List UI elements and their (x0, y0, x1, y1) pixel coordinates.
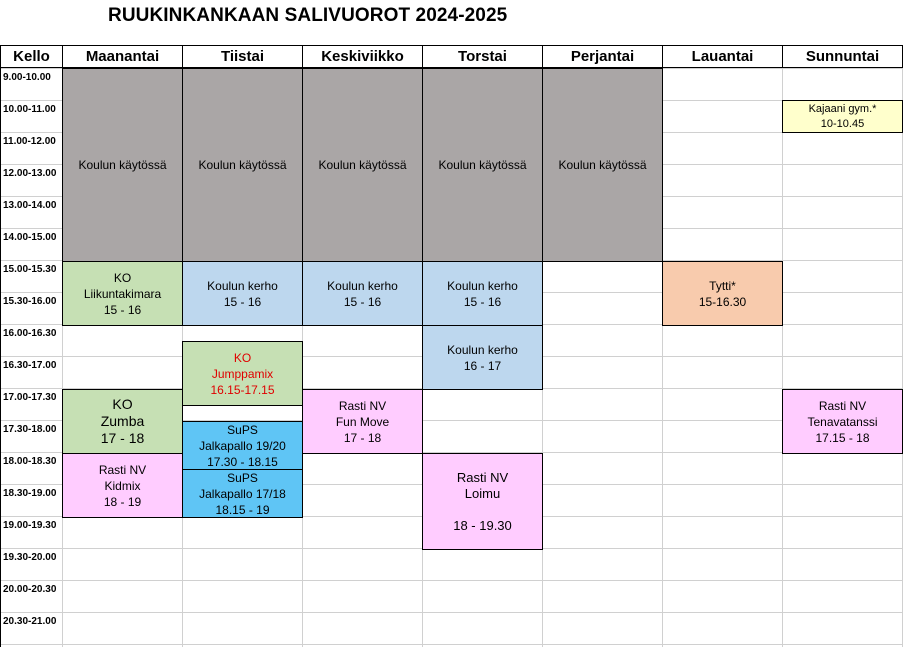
event-sups-jalkapallo-1920-tuesday (182, 421, 303, 470)
time-label: 17.30-18.00 (3, 424, 57, 435)
event-text-line (481, 502, 485, 518)
event-text-line: Koulun kerho (327, 278, 398, 293)
event-text-line: 17 - 18 (100, 430, 145, 446)
event-text-line: Koulun käytössä (318, 158, 407, 172)
event-text-line: Rasti NV (818, 398, 867, 413)
event-text-line: Kajaani gym.* (808, 102, 877, 115)
time-label: 15.30-16.00 (3, 296, 57, 307)
event-ko-liikuntakimara-monday (62, 261, 183, 326)
event-ko-zumba-monday (62, 389, 183, 454)
event-text-line: 15-16.30 (698, 294, 747, 309)
event-text-line: 15 - 16 (103, 302, 142, 317)
time-slot (0, 420, 62, 452)
event-koulun-kerho-2-thursday (422, 325, 543, 390)
event-loimu-thursday (422, 453, 543, 550)
time-label: 20.00-20.30 (3, 584, 57, 595)
time-slot (0, 516, 62, 548)
time-slot (0, 580, 62, 612)
event-koulun-kerho-wednesday (302, 261, 423, 326)
event-text-line: SuPS (227, 422, 258, 437)
time-slot (0, 388, 62, 420)
event-text-line: Rasti NV (338, 398, 387, 413)
event-text-line: 10-10.45 (820, 117, 865, 130)
time-label: 20.30-21.00 (3, 616, 57, 627)
event-text-line: Fun Move (335, 414, 390, 429)
page-title: RUUKINKANKAAN SALIVUOROT 2024-2025 (108, 5, 508, 26)
header-maanantai: Maanantai (62, 45, 183, 68)
grid-hline (62, 580, 902, 581)
time-label: 19.30-20.00 (3, 552, 57, 563)
header-kello: Kello (0, 45, 63, 68)
grid-vline (902, 68, 903, 647)
time-label: 12.00-13.00 (3, 168, 57, 179)
time-slot (0, 548, 62, 580)
header-keskiviikko: Keskiviikko (302, 45, 423, 68)
event-text-line: Rasti NV (456, 469, 509, 485)
event-text-line: Loimu (464, 485, 501, 501)
event-text-line: Koulun kerho (447, 278, 518, 293)
grid-hline (0, 644, 62, 645)
grid-hline (62, 612, 902, 613)
time-slot (0, 324, 62, 356)
time-slot (0, 612, 62, 644)
event-text-line: Tytti* (709, 278, 736, 293)
event-sups-jalkapallo-1718-tuesday (182, 469, 303, 518)
time-slot (0, 164, 62, 196)
event-school-wednesday (302, 68, 423, 262)
event-text-line: 17.15 - 18 (815, 430, 870, 445)
grid-vline (782, 68, 783, 647)
event-text-line: 16.15-17.15 (210, 382, 275, 397)
time-label: 16.30-17.00 (3, 360, 57, 371)
event-text-line: Koulun käytössä (198, 158, 287, 172)
time-label: 19.00-19.30 (3, 520, 57, 531)
time-label: 18.30-19.00 (3, 488, 57, 499)
time-slot (0, 196, 62, 228)
event-text-line: Jumppamix (211, 366, 274, 381)
event-text-line: Jalkapallo 17/18 (199, 486, 286, 501)
event-text-line: 15 - 16 (463, 294, 502, 309)
time-slot (0, 132, 62, 164)
time-slot (0, 452, 62, 484)
event-school-tuesday (182, 68, 303, 262)
event-text-line: Liikuntakimara (83, 286, 162, 301)
event-text-line: Tenavatanssi (807, 414, 878, 429)
event-school-friday (542, 68, 663, 262)
event-text-line: Zumba (100, 413, 145, 429)
time-slot (0, 356, 62, 388)
event-text-line: Koulun käytössä (558, 158, 647, 172)
header-sunnuntai: Sunnuntai (782, 45, 903, 68)
event-text-line: 16 - 17 (463, 358, 502, 373)
event-school-monday (62, 68, 183, 262)
time-label: 14.00-15.00 (3, 232, 57, 243)
event-koulun-kerho-thursday (422, 261, 543, 326)
event-text-line: KO (233, 350, 252, 365)
time-slot (0, 484, 62, 516)
header-torstai: Torstai (422, 45, 543, 68)
event-text-line: 18 - 19.30 (453, 517, 512, 533)
event-text-line: KO (113, 270, 132, 285)
time-slot (0, 260, 62, 292)
time-label: 9.00-10.00 (3, 72, 51, 83)
event-text-line: SuPS (227, 470, 258, 485)
event-text-line: Koulun kerho (447, 342, 518, 357)
header-perjantai: Perjantai (542, 45, 663, 68)
time-label: 11.00-12.00 (3, 136, 56, 147)
header-lauantai: Lauantai (662, 45, 783, 68)
time-label: 17.00-17.30 (3, 392, 57, 403)
event-text-line: Koulun käytössä (78, 158, 167, 172)
event-text-line: 18.15 - 19 (215, 502, 270, 517)
event-school-thursday (422, 68, 543, 262)
time-label: 10.00-11.00 (3, 104, 56, 115)
time-slot (0, 68, 62, 100)
event-text-line: KO (112, 396, 133, 412)
time-slot (0, 292, 62, 324)
event-text-line: 17 - 18 (343, 430, 382, 445)
event-tenavatanssi-sunday (782, 389, 903, 454)
event-text-line: Koulun kerho (207, 278, 278, 293)
time-label: 16.00-16.30 (3, 328, 57, 339)
event-fun-move-wednesday (302, 389, 423, 454)
event-tytti-saturday (662, 261, 783, 326)
event-text-line: Rasti NV (98, 462, 147, 477)
event-text-line: Kidmix (104, 478, 141, 493)
event-koulun-kerho-tuesday (182, 261, 303, 326)
event-text-line: 15 - 16 (343, 294, 382, 309)
time-label: 15.00-15.30 (3, 264, 57, 275)
time-label: 18.00-18.30 (3, 456, 57, 467)
event-kidmix-monday (62, 453, 183, 518)
event-ko-jumppamix-tuesday (182, 341, 303, 406)
event-text-line: 18 - 19 (103, 494, 142, 509)
header-tiistai: Tiistai (182, 45, 303, 68)
event-text-line: 15 - 16 (223, 294, 262, 309)
event-text-line: Jalkapallo 19/20 (199, 438, 286, 453)
event-text-line: Koulun käytössä (438, 158, 527, 172)
event-kajaani-gym-sunday (782, 100, 903, 133)
time-label: 13.00-14.00 (3, 200, 57, 211)
time-slot (0, 100, 62, 132)
time-slot (0, 228, 62, 260)
grid-hline (62, 644, 902, 645)
event-text-line: 17.30 - 18.15 (207, 454, 278, 469)
